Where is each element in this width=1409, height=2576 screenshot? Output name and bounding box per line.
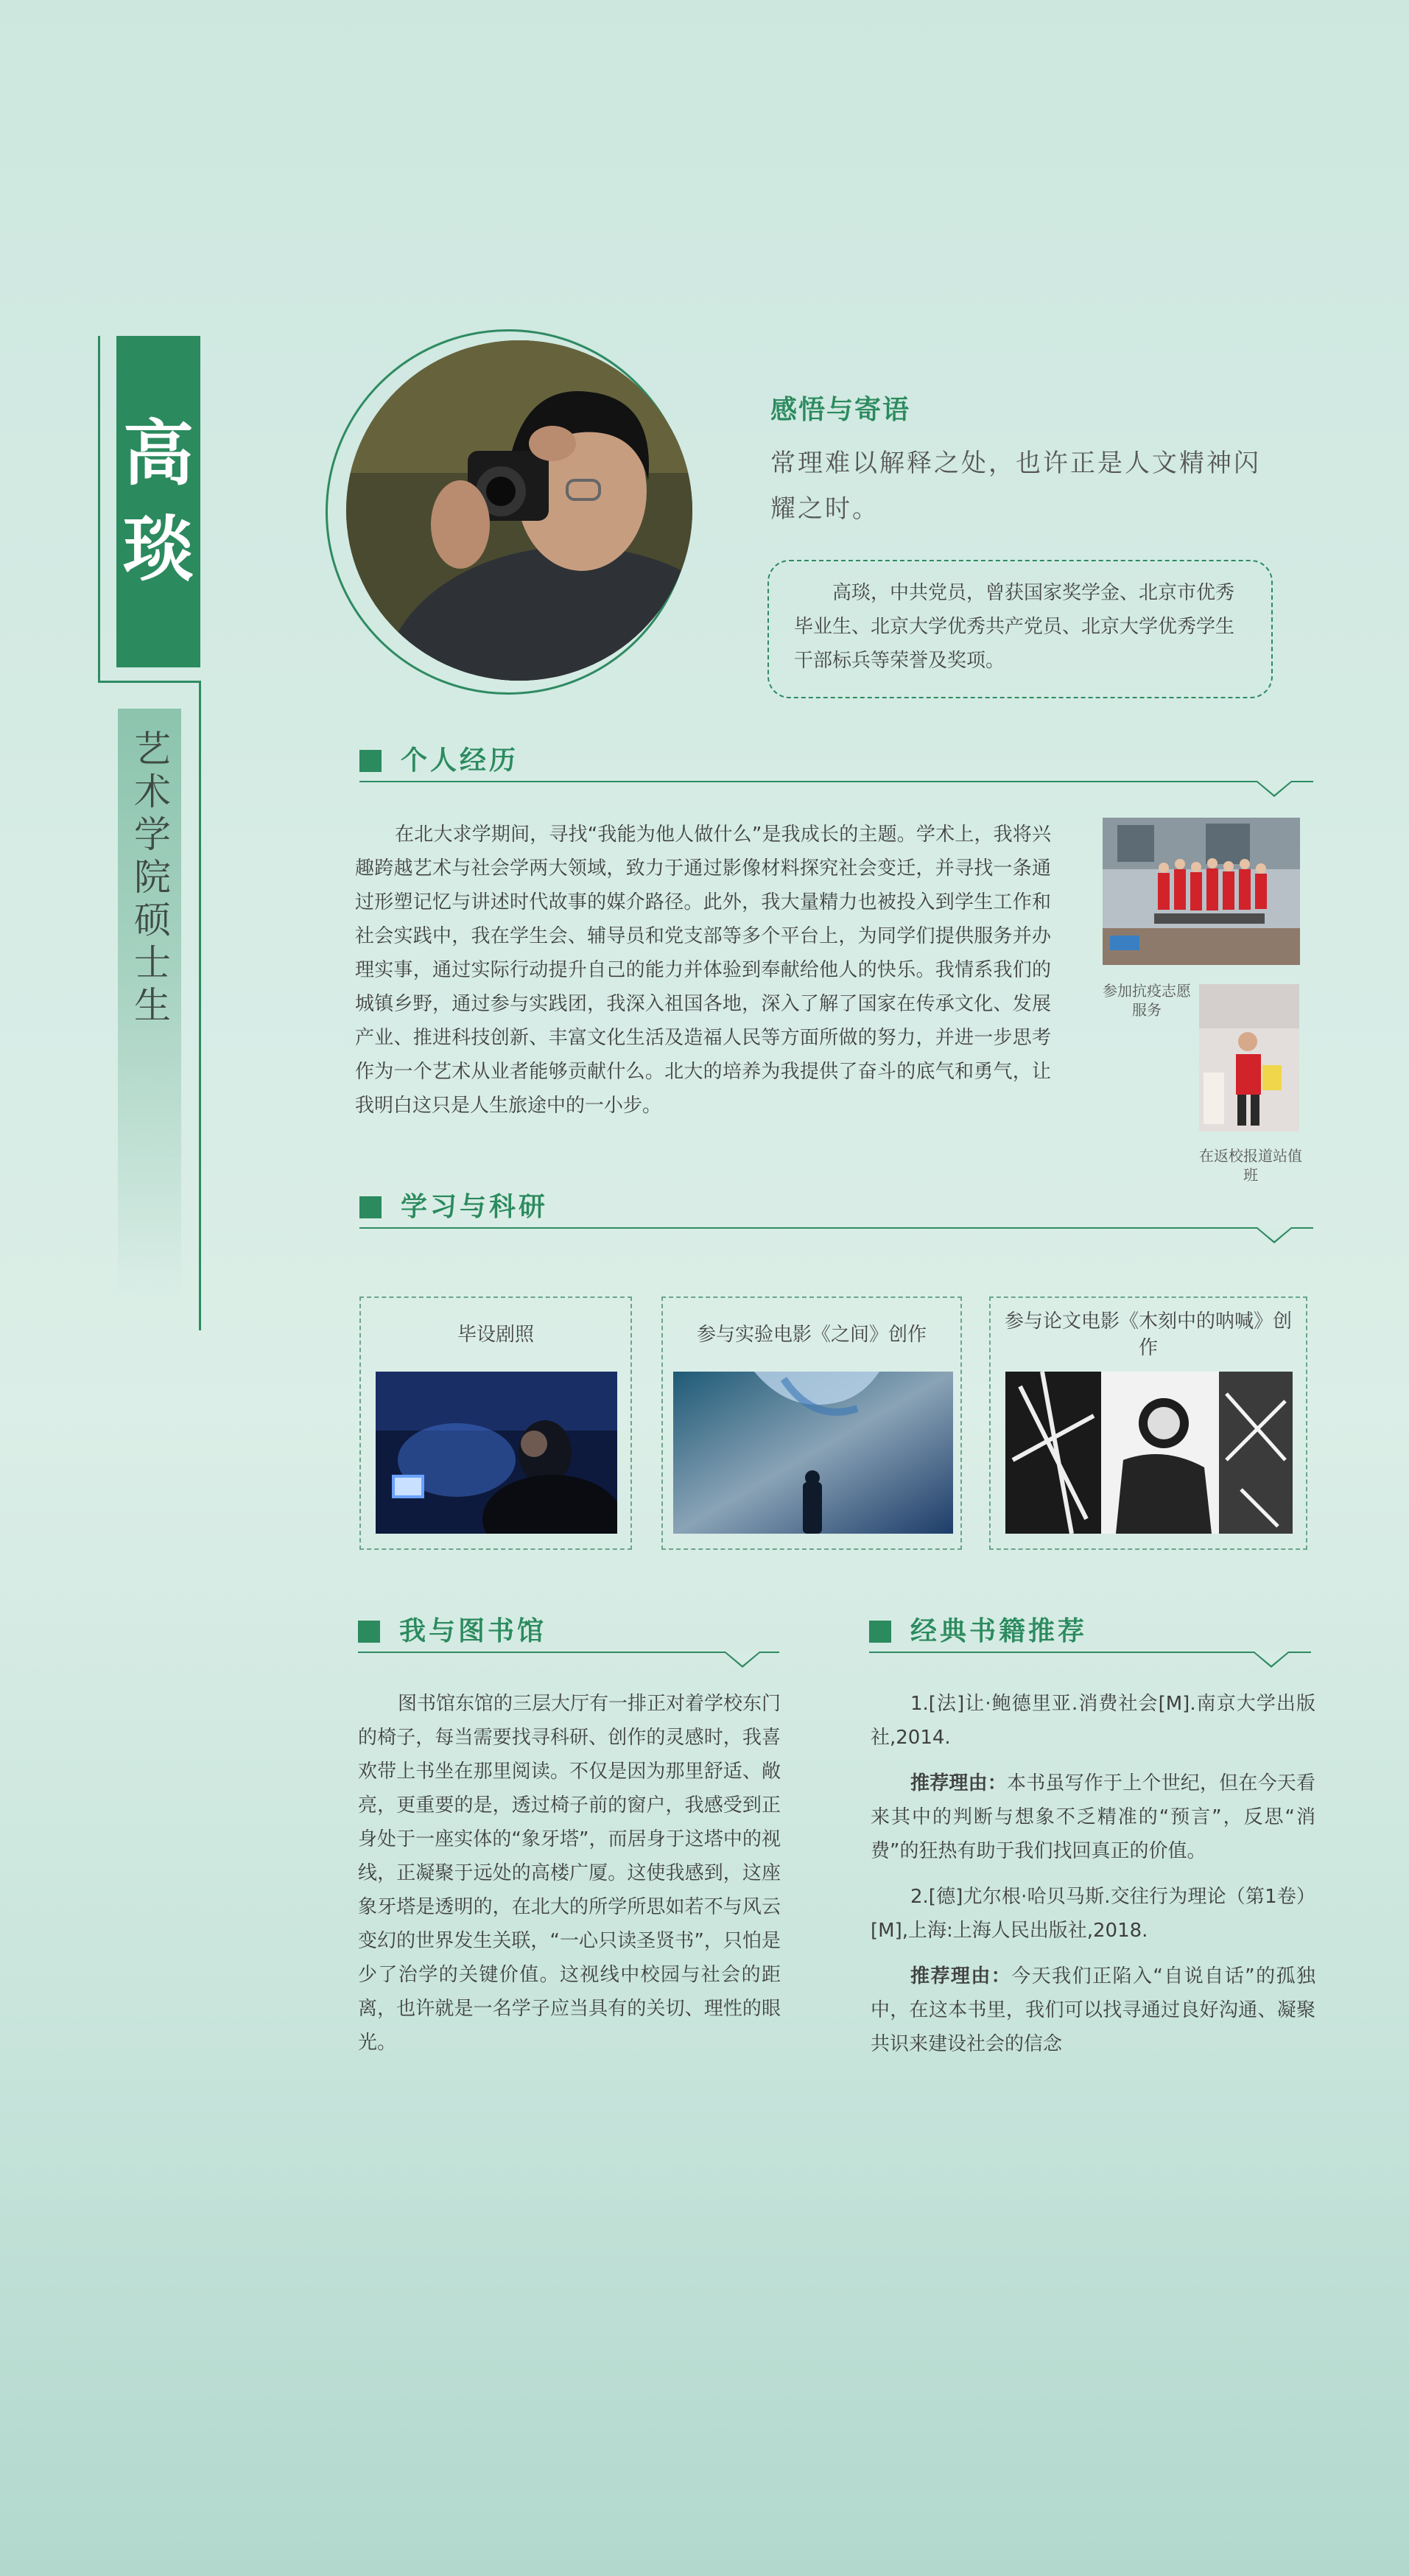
duty-caption: 在返校报道站值班	[1199, 1147, 1302, 1184]
books-list	[871, 1687, 1315, 2061]
library-text: 图书馆东馆的三层大厅有一排正对着学校东门的椅子，每当需要找寻科研、创作的灵感时，我喜欢带上书坐在那里阅读。不仅是因为那里舒适、敞亮，更重要的是，透过椅子前的窗户，我感受到正身处于一座实体的“象牙塔”，而居身于这塔中的视线，正凝聚于远处的高楼广厦。这使我感到，这座象牙塔是透明的，在北大的所学所思如若不与风云变幻的世界发生关联，“一心只读圣贤书”，只怕是少了治学的关键价值。这视线中校园与社会的距离，也许就是一名学子应当具有的关切、理性的眼光。	[358, 1693, 781, 2054]
section-underline	[358, 1652, 779, 1653]
section-head-books	[869, 1610, 1311, 1654]
book-1: 1.[法]让·鲍德里亚.消费社会[M].南京大学出版社,2014.	[871, 1693, 1315, 1749]
woodcut-film-still	[1005, 1372, 1293, 1534]
section-title-library: 我与图书馆	[399, 1615, 547, 1646]
section-notch	[1255, 781, 1293, 797]
frame-line-vertical-lower	[199, 681, 201, 1330]
section-marker	[358, 1621, 380, 1643]
volunteer-caption: 参加抗疫志愿服务	[1103, 982, 1191, 1019]
book-2-reason	[871, 1959, 1315, 2061]
section-title-books: 经典书籍推荐	[910, 1615, 1088, 1646]
research-card-label: 参与实验电影《之间》创作	[696, 1324, 927, 1346]
frame-line-horizontal	[98, 681, 201, 683]
bio-box	[767, 560, 1273, 698]
feelings-quote: 常理难以解释之处，也许正是人文精神闪耀之时。	[770, 449, 1261, 524]
name-char-2: 琰	[123, 508, 194, 591]
reason-2-text: 今天我们正陷入“自说自话”的孤独中，在这本书里，我们可以找寻通过良好沟通、凝聚共识来建设社会的信念	[871, 1965, 1315, 2055]
duty-photo	[1199, 984, 1299, 1131]
section-marker	[359, 1196, 382, 1218]
research-card-1	[359, 1296, 632, 1550]
research-card-3	[989, 1296, 1307, 1550]
section-title-experience: 个人经历	[401, 745, 519, 776]
name-char-1: 高	[123, 412, 194, 495]
section-title-research: 学习与科研	[401, 1191, 549, 1222]
book-1-reason	[871, 1766, 1315, 1868]
reason-label: 推荐理由：	[910, 1772, 1007, 1794]
reason-label: 推荐理由：	[910, 1965, 1012, 1987]
section-notch	[723, 1652, 762, 1668]
feelings-title: 感悟与寄语	[770, 394, 911, 425]
research-card-2	[661, 1296, 962, 1550]
experimental-film-still	[673, 1372, 953, 1534]
portrait-photo	[346, 340, 692, 681]
section-head-research	[359, 1186, 1313, 1230]
research-card-label: 参与论文电影《木刻中的呐喊》创作	[1004, 1310, 1292, 1359]
book-2: 2.[德]尤尔根·哈贝马斯.交往行为理论（第1卷）[M],上海:上海人民出版社,2018.	[871, 1886, 1315, 1942]
name-plate	[116, 336, 200, 667]
research-card-label: 毕设剧照	[457, 1324, 534, 1346]
graduation-still-photo	[376, 1372, 617, 1534]
bio-text: 高琰，中共党员，曾获国家奖学金、北京市优秀毕业生、北京大学优秀共产党员、北京大学优秀学生干部标兵等荣誉及奖项。	[794, 582, 1235, 672]
section-underline	[359, 1227, 1313, 1229]
frame-line-vertical	[98, 336, 100, 682]
section-head-library	[358, 1610, 779, 1654]
section-marker	[359, 750, 382, 772]
experience-text: 在北大求学期间，寻找“我能为他人做什么”是我成长的主题。学术上，我将兴趣跨越艺术与社会学两大领域，致力于通过影像材料探究社会变迁，并寻找一条通过形塑记忆与讲述时代故事的媒介路径。此外，我大量精力也被投入到学生工作和社会实践中，我在学生会、辅导员和党支部等多个平台上，为同学们提供服务并办理实事，通过实际行动提升自己的能力并体验到奉献给他人的快乐。我情系我们的城镇乡野，通过参与实践团，我深入祖国各地，深入了解了国家在传承文化、发展产业、推进科技创新、丰富文化生活及造福人民等方面所做的努力，并进一步思考作为一个艺术从业者能够贡献什么。北大的培养为我提供了奋斗的底气和勇气，让我明白这只是人生旅途中的一小步。	[355, 824, 1051, 1117]
section-underline	[869, 1652, 1311, 1653]
section-head-experience	[359, 740, 1313, 784]
department-plate	[118, 709, 181, 1298]
volunteer-photo	[1103, 818, 1300, 965]
section-notch	[1252, 1652, 1290, 1668]
reason-1-text: 本书虽写作于上个世纪，但在今天看来其中的判断与想象不乏精准的“预言”，反思“消费”的狂热有助于我们找回真正的价值。	[871, 1772, 1315, 1862]
section-underline	[359, 781, 1313, 782]
section-notch	[1255, 1227, 1293, 1243]
department-label: 艺术学院硕士生	[128, 729, 171, 1028]
section-marker	[869, 1621, 891, 1643]
